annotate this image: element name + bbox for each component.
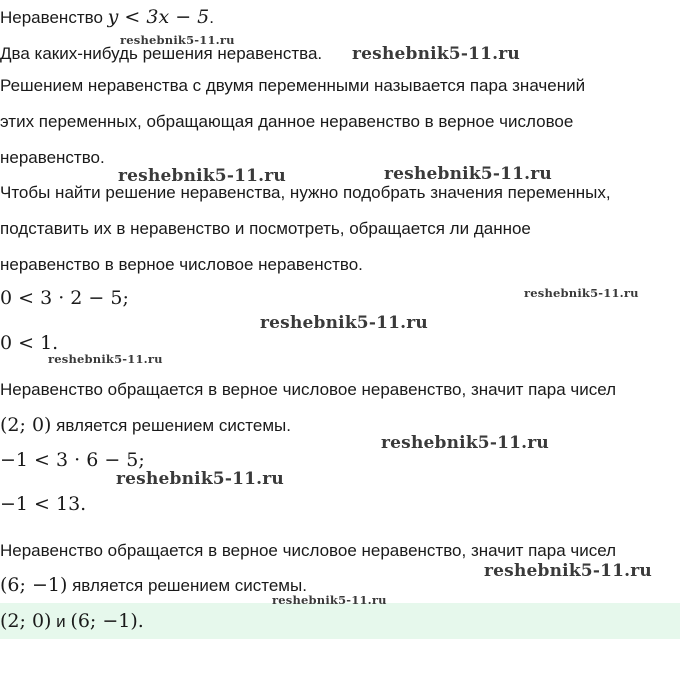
check-two-substitution: −1 < 3 · 6 − 5; (0, 449, 145, 471)
watermark: reshebnik5-11.ru (381, 433, 549, 453)
watermark: reshebnik5-11.ru (352, 44, 520, 64)
conclusion-one-pair-line (0, 414, 291, 437)
conclusion-two-line: Неравенство обращается в верное числовое неравенство, значит пара чисел (0, 541, 617, 560)
pair-two-text: является решением системы. (67, 576, 307, 595)
watermark: reshebnik5-11.ru (484, 561, 652, 581)
pair-two: (6; −1) (0, 574, 68, 596)
answer-period: . (137, 610, 144, 632)
conclusion-one-line: Неравенство обращается в верное числовое неравенство, значит пара чисел (0, 380, 617, 399)
watermark: reshebnik5-11.ru (272, 593, 387, 607)
watermark: reshebnik5-11.ru (118, 166, 286, 186)
conclusion-two-pair-line (0, 574, 307, 597)
definition-line-2: этих переменных, обращающая данное неравенство в верное числовое (0, 112, 574, 131)
watermark: reshebnik5-11.ru (48, 352, 163, 366)
statement-text: Неравенство (0, 8, 108, 27)
watermark: reshebnik5-11.ru (384, 164, 552, 184)
watermark: reshebnik5-11.ru (260, 313, 428, 333)
definition-line-3: неравенство. (0, 148, 105, 167)
pair-one: (2; 0) (0, 414, 52, 436)
method-line-3: неравенство в верное числовое неравенство. (0, 255, 363, 274)
definition-line-1: Решением неравенства с двумя переменными называется пара значений (0, 76, 586, 95)
answer-pair-two: (6; −1) (70, 610, 138, 632)
task-line: Два каких-нибудь решения неравенства. (0, 44, 323, 63)
check-one-result: 0 < 1. (0, 332, 59, 354)
answer-pair-one: (2; 0) (0, 610, 52, 632)
pair-one-text: является решением системы. (51, 416, 291, 435)
watermark: reshebnik5-11.ru (120, 33, 235, 47)
method-line-1: Чтобы найти решение неравенства, нужно подобрать значения переменных, (0, 183, 611, 202)
watermark: reshebnik5-11.ru (116, 469, 284, 489)
inequality-formula: y < 3x − 5 (107, 6, 210, 28)
statement-line (0, 6, 214, 29)
watermark: reshebnik5-11.ru (524, 286, 639, 300)
check-two-result: −1 < 13. (0, 493, 87, 515)
check-one-substitution: 0 < 3 · 2 − 5; (0, 287, 129, 309)
answer-line (0, 610, 144, 633)
statement-period: . (209, 8, 214, 27)
answer-and: и (51, 612, 71, 631)
method-line-2: подставить их в неравенство и посмотреть, обращается ли данное (0, 219, 531, 238)
